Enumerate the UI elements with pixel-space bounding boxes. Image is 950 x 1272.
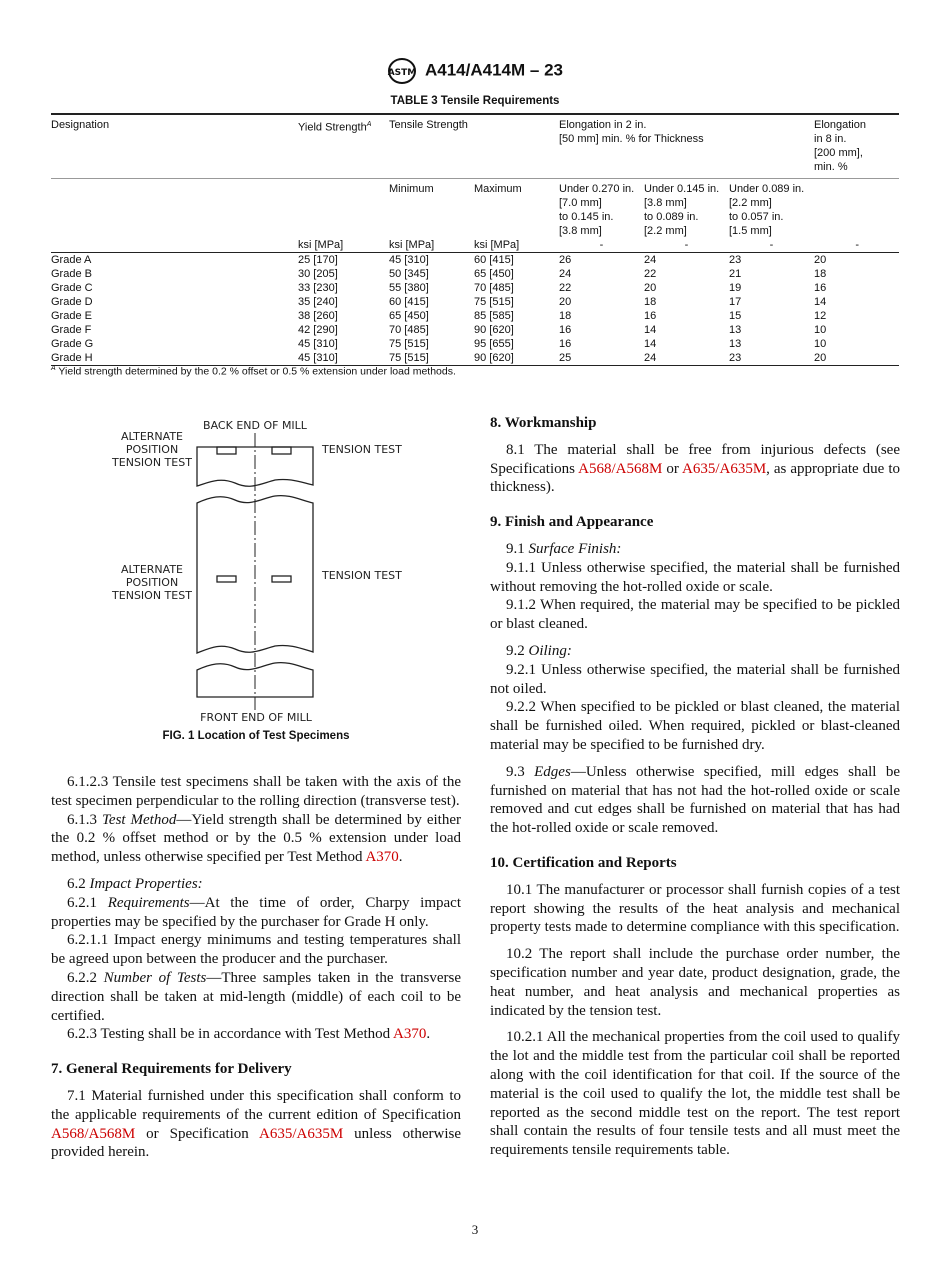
para-9-2-1: 9.2.1 Unless otherwise specified, the material shall be furnished not oiled. bbox=[490, 661, 900, 697]
table-cell: 75 [515] bbox=[389, 352, 429, 364]
header-tensile: Tensile Strength bbox=[389, 119, 468, 131]
link-a370-2[interactable]: A370 bbox=[393, 1026, 427, 1043]
table-cell: 24 bbox=[644, 352, 657, 364]
table-cell: Grade F bbox=[51, 324, 92, 336]
para-9-3: 9.3 Edges—Unless otherwise specified, mill edges shall be furnished on material that has not had the hot-rolled oxide or scale removed and cut edges shall be furnished on material that has had the hot-rolled oxide or scale removed. bbox=[490, 763, 900, 837]
table-cell: 25 bbox=[559, 352, 572, 364]
table-cell: 60 [415] bbox=[389, 296, 429, 308]
figure-caption: FIG. 1 Location of Test Specimens bbox=[162, 730, 350, 742]
table-cell: Grade H bbox=[51, 352, 93, 364]
label-alt-1a: ALTERNATE bbox=[120, 430, 184, 443]
table-row bbox=[51, 337, 899, 351]
table-row bbox=[51, 295, 899, 309]
table-cell: 19 bbox=[729, 282, 742, 294]
para-6-1-2-3: 6.1.2.3 Tensile test specimens shall be taken with the axis of the test specimen perpendicular to the rolling direction (transverse test). bbox=[51, 774, 461, 809]
table-cell: 10 bbox=[814, 338, 827, 350]
table-cell: 55 [380] bbox=[389, 282, 429, 294]
table-cell: 33 [230] bbox=[298, 282, 338, 294]
para-6-1-3: 6.1.3 Test Method—Yield strength shall be determined by either the 0.2 % offset method or by the 0.5 % extension under load method, unless otherwise specified per Test Method A370. bbox=[51, 811, 461, 866]
table-row bbox=[51, 309, 899, 323]
table-cell: 85 [585] bbox=[474, 310, 514, 322]
para-6-2-2: 6.2.2 Number of Tests—Three samples taken in the transverse direction shall be taken at mid-length (middle) of each coil to be certified. bbox=[51, 969, 461, 1024]
table-cell: 20 bbox=[814, 352, 827, 364]
link-a370[interactable]: A370 bbox=[365, 849, 399, 866]
table-cell: 20 bbox=[644, 282, 657, 294]
table-cell: 21 bbox=[729, 268, 742, 280]
para-10-2: 10.2 The report shall include the purchase order number, the specification number and year date, product designation, grade, the heat number, and heat analysis and mechanical properties as indicated by the tension test. bbox=[490, 946, 900, 1019]
page-header bbox=[0, 58, 950, 84]
table-cell: 14 bbox=[644, 338, 657, 350]
table-cell: 24 bbox=[644, 254, 657, 266]
table-cell: 75 [515] bbox=[474, 296, 514, 308]
table-cell: 75 [515] bbox=[389, 338, 429, 350]
table-cell: 70 [485] bbox=[389, 324, 429, 336]
header-maximum: Maximum bbox=[474, 183, 522, 195]
para-6-2-1: 6.2.1 Requirements—At the time of order, Charpy impact properties may be specified by the purchaser for Grade H only. bbox=[51, 894, 461, 930]
table-row bbox=[51, 323, 899, 337]
section-10-heading: 10. Certification and Reports bbox=[490, 854, 677, 871]
table-cell: Grade B bbox=[51, 268, 92, 280]
table-title: TABLE 3 Tensile Requirements bbox=[390, 95, 560, 107]
table-cell: 30 [205] bbox=[298, 268, 338, 280]
label-alt-2a: ALTERNATE bbox=[120, 563, 184, 576]
table-cell: 38 [260] bbox=[298, 310, 338, 322]
table-cell: 16 bbox=[814, 282, 827, 294]
para-10-1: 10.1 The manufacturer or processor shall furnish copies of a test report showing the results of the heat analysis and mechanical property tests made to determine compliance with this specification. bbox=[490, 881, 900, 936]
label-back-end: BACK END OF MILL bbox=[203, 419, 307, 432]
link-a568-r[interactable]: A568/A568M bbox=[578, 460, 663, 477]
table-cell: 10 bbox=[814, 324, 827, 336]
table-cell: 45 [310] bbox=[298, 352, 338, 364]
para-6-2-3: 6.2.3 Testing shall be in accordance with Test Method A370. bbox=[67, 1026, 431, 1043]
label-alt-1c: TENSION TEST bbox=[112, 456, 192, 469]
header-elong2: Elongation in 2 in. [50 mm] min. % for Thickness bbox=[559, 119, 704, 145]
table-cell: 14 bbox=[644, 324, 657, 336]
para-7-1: 7.1 Material furnished under this specification shall conform to the applicable requirements of the current edition of Specification A568/A568M or Specification A635/A635M unless otherwise provided herein. bbox=[51, 1087, 461, 1161]
table-cell: 24 bbox=[559, 268, 572, 280]
section-9-heading: 9. Finish and Appearance bbox=[490, 514, 654, 531]
para-8-1: 8.1 The material shall be free from injurious defects (see Specifications A568/A568M or A635/A635M, as appropriate due to thickness). bbox=[490, 441, 900, 496]
label-alt-1b: POSITION bbox=[125, 443, 179, 456]
table-cell: 95 [655] bbox=[474, 338, 514, 350]
table-cell: Grade D bbox=[51, 296, 93, 308]
table-footnote: $^A$ Yield strength determined by the 0.2 % offset or 0.5 % extension under load methods. bbox=[51, 365, 456, 378]
table-cell: 42 [290] bbox=[298, 324, 338, 336]
figure-test-specimen-locations bbox=[51, 410, 461, 730]
units-row: ksi [MPa] ksi [MPa] ksi [MPa] - - - - bbox=[51, 238, 899, 253]
table-cell: 23 bbox=[729, 352, 742, 364]
table-cell: Grade C bbox=[51, 282, 93, 294]
table-cell: 90 [620] bbox=[474, 324, 514, 336]
label-tension-1: TENSION TEST bbox=[322, 443, 402, 456]
table-cell: 90 [620] bbox=[474, 352, 514, 364]
para-10-2-1: 10.2.1 All the mechanical properties from the coil used to qualify the lot and the middle test from the particular coil shall be reported along with the coil identification for that coil. If the source of the material is the coil used to qualify the lot, the middle test shall be reported as the second middle test on the report. The test report shall contain the results of four tensile tests and all must meet the requirements tensile requirements table. bbox=[490, 1029, 900, 1159]
table-cell: 65 [450] bbox=[389, 310, 429, 322]
link-a635-r[interactable]: A635/A635M bbox=[681, 460, 767, 477]
table-cell: 13 bbox=[729, 324, 742, 336]
table-cell: 18 bbox=[814, 268, 827, 280]
table-cell: 16 bbox=[644, 310, 657, 322]
table-row bbox=[51, 351, 899, 366]
table-cell: 25 [170] bbox=[298, 254, 338, 266]
link-a568[interactable]: A568/A568M bbox=[51, 1125, 136, 1142]
table-cell: 45 [310] bbox=[298, 338, 338, 350]
table-cell: 15 bbox=[729, 310, 742, 322]
table-cell: 18 bbox=[559, 310, 572, 322]
table-cell: 35 [240] bbox=[298, 296, 338, 308]
table-cell: Grade A bbox=[51, 254, 92, 266]
table-cell: 22 bbox=[644, 268, 657, 280]
table-row bbox=[51, 253, 899, 268]
header-elong8: Elongation in 8 in. [200 mm], min. % bbox=[814, 119, 866, 173]
header-thickness-1: Under 0.270 in. [7.0 mm] to 0.145 in. [3.8 mm] bbox=[559, 183, 635, 237]
header-designation: Designation bbox=[51, 119, 110, 131]
para-6-2-1-1: 6.2.1.1 Impact energy minimums and testing temperatures shall be agreed upon between the producer and the purchaser. bbox=[51, 932, 461, 968]
link-a635[interactable]: A635/A635M bbox=[259, 1125, 344, 1142]
svg-text:ASTM: ASTM bbox=[387, 68, 417, 78]
para-9-1-1: 9.1.1 Unless otherwise specified, the material shall be furnished without removing the hot-rolled oxide or scale. bbox=[490, 559, 900, 595]
table-cell: 26 bbox=[559, 254, 572, 266]
table-cell: 45 [310] bbox=[389, 254, 429, 266]
left-column bbox=[51, 773, 461, 1162]
header-thickness-2: Under 0.145 in. [3.8 mm] to 0.089 in. [2.2 mm] bbox=[644, 183, 720, 237]
para-6-2: 6.2 Impact Properties: bbox=[67, 875, 203, 892]
section-7-heading: 7. General Requirements for Delivery bbox=[51, 1061, 292, 1078]
table-cell: 65 [450] bbox=[474, 268, 514, 280]
label-front-end: FRONT END OF MILL bbox=[200, 711, 312, 724]
header-minimum: Minimum bbox=[389, 183, 434, 195]
table-cell: 13 bbox=[729, 338, 742, 350]
section-8-heading: 8. Workmanship bbox=[490, 415, 597, 431]
document-designation: A414/A414M – 23 bbox=[425, 60, 563, 80]
table-row bbox=[51, 281, 899, 295]
table-cell: 60 [415] bbox=[474, 254, 514, 266]
table-cell: 70 [485] bbox=[474, 282, 514, 294]
table-cell: 20 bbox=[814, 254, 827, 266]
tensile-requirements-table bbox=[51, 113, 899, 366]
para-9-1: 9.1 Surface Finish: bbox=[506, 540, 622, 557]
right-column bbox=[490, 414, 900, 1160]
header-thickness-3: Under 0.089 in. [2.2 mm] to 0.057 in. [1.5 mm] bbox=[729, 183, 805, 237]
table-cell: Grade G bbox=[51, 338, 94, 350]
table-cell: 22 bbox=[559, 282, 572, 294]
page-number: 3 bbox=[471, 1222, 479, 1237]
para-9-1-2: 9.1.2 When required, the material may be specified to be pickled or blast cleaned. bbox=[490, 597, 900, 633]
header-yield: Yield Strength$^A$ bbox=[298, 121, 372, 134]
table-row bbox=[51, 267, 899, 281]
astm-logo-icon bbox=[387, 58, 417, 84]
table-cell: 20 bbox=[559, 296, 572, 308]
table-cell: 23 bbox=[729, 254, 742, 266]
label-alt-2c: TENSION TEST bbox=[112, 589, 192, 602]
table-cell: 50 [345] bbox=[389, 268, 429, 280]
table-cell: 12 bbox=[814, 310, 827, 322]
table-cell: 16 bbox=[559, 324, 572, 336]
label-alt-2b: POSITION bbox=[125, 576, 179, 589]
table-cell: Grade E bbox=[51, 310, 92, 322]
table-cell: 16 bbox=[559, 338, 572, 350]
para-9-2: 9.2 Oiling: bbox=[506, 642, 572, 659]
table-cell: 14 bbox=[814, 296, 827, 308]
para-9-2-2: 9.2.2 When specified to be pickled or blast cleaned, the material shall be furnished oiled. When required, pickled or blast-cleaned material may be specified to be furnished dry. bbox=[490, 699, 900, 753]
table-cell: 17 bbox=[729, 296, 742, 308]
table-cell: 18 bbox=[644, 296, 657, 308]
label-tension-2: TENSION TEST bbox=[322, 569, 402, 582]
